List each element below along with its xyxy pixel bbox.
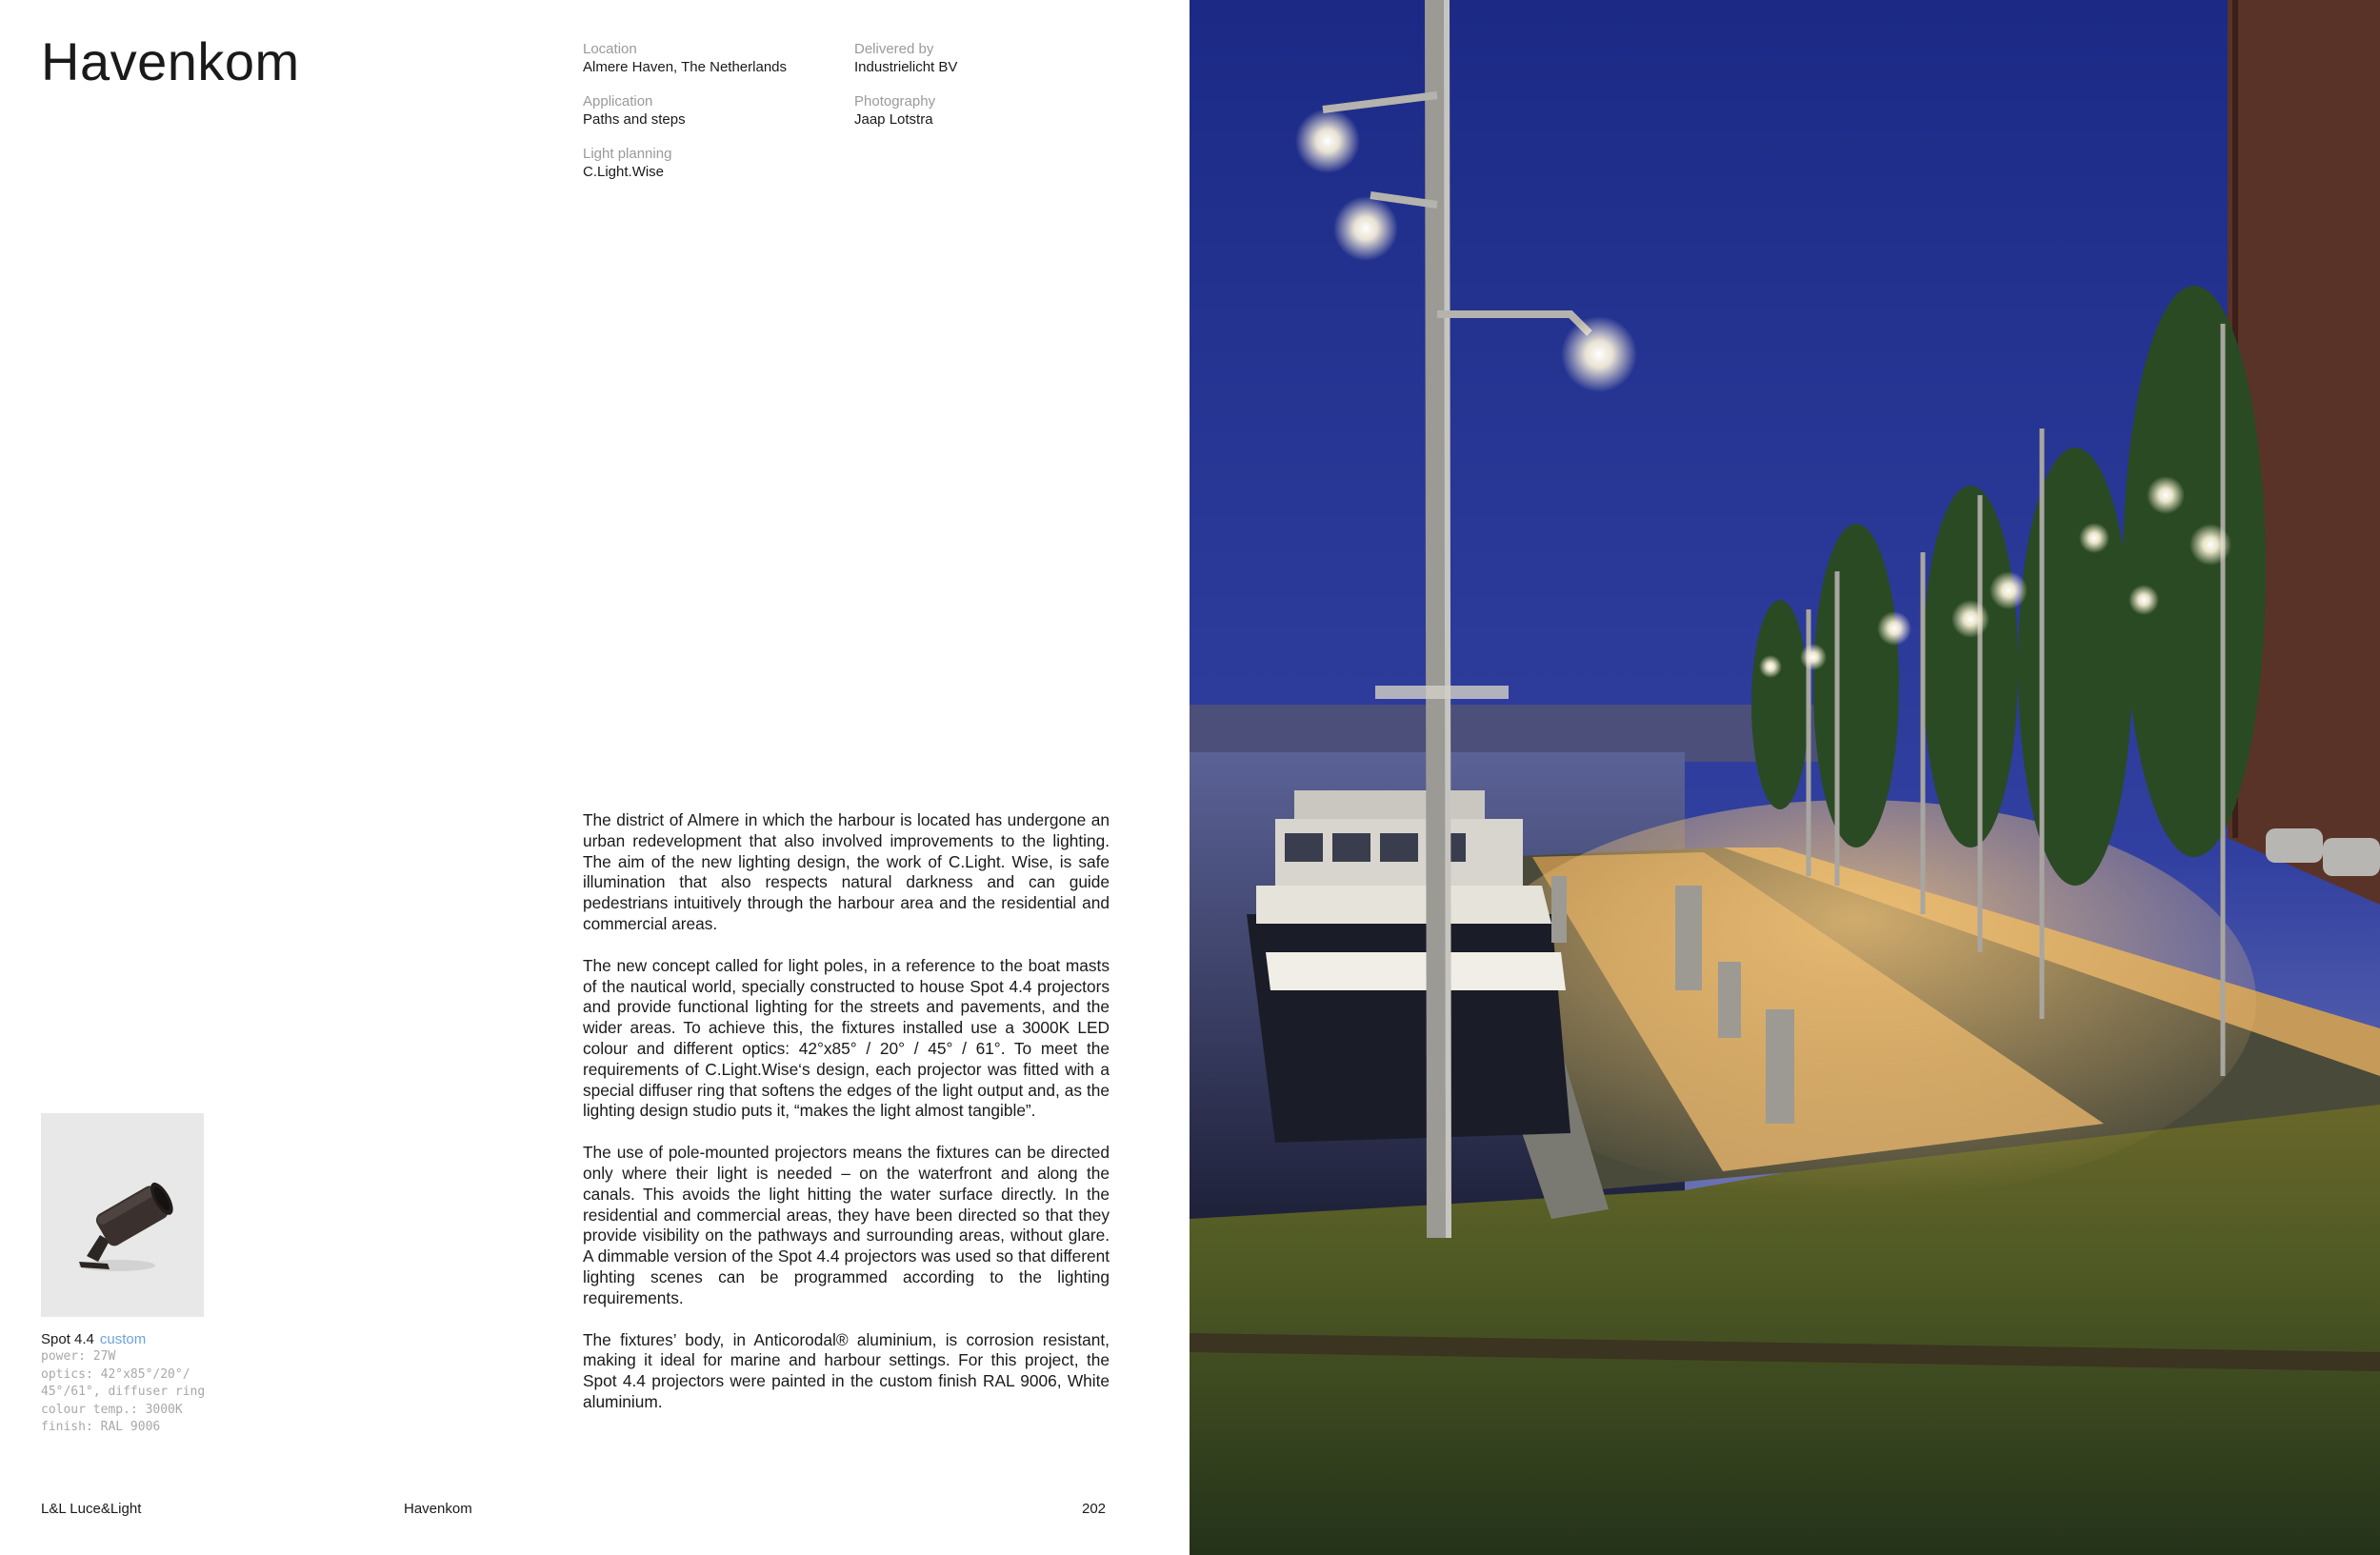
spotlight-icon bbox=[41, 1113, 204, 1317]
article-paragraph: The new concept called for light poles, in a reference to the boat masts of the nautical world, specially constructed to house Spot 4.4 projectors and provide functional lighting for the streets and pavements, and the wider areas. To achieve this, the fixtures installed use a 3000K LED colour and different optics: 42°x85° / 20° / 45° / 61°. To meet the requirements of C.Light.Wise‘s design, each projector was fitted with a special diffuser ring that softens the edges of the light output and, as the lighting design studio puts it, “makes the light almost tangible”. bbox=[583, 955, 1110, 1121]
meta-value: Almere Haven, The Netherlands bbox=[583, 59, 787, 75]
meta-value: C.Light.Wise bbox=[583, 164, 665, 180]
page-title: Havenkom bbox=[41, 31, 300, 91]
meta-location bbox=[583, 40, 850, 76]
meta-value: Paths and steps bbox=[583, 111, 686, 128]
meta-light-planning bbox=[583, 145, 850, 181]
meta-label: Photography bbox=[854, 93, 936, 110]
meta-value: Jaap Lotstra bbox=[854, 111, 933, 128]
footer-section: Havenkom bbox=[404, 1501, 472, 1517]
product-tag: custom bbox=[99, 1331, 147, 1347]
spec-line: finish: RAL 9006 bbox=[41, 1420, 161, 1434]
meta-photography bbox=[854, 92, 1121, 129]
spec-line: power: 27W bbox=[41, 1349, 116, 1364]
product-name-row bbox=[41, 1330, 146, 1348]
spec-line: 45°/61°, diffuser ring bbox=[41, 1385, 206, 1399]
meta-label: Application bbox=[583, 93, 653, 110]
meta-value: Industrielicht BV bbox=[854, 59, 958, 75]
project-meta-column-2 bbox=[854, 40, 1121, 145]
product-name: Spot 4.4 bbox=[41, 1331, 94, 1347]
meta-label: Location bbox=[583, 41, 637, 57]
project-meta-column-1 bbox=[583, 40, 850, 197]
meta-label: Light planning bbox=[583, 146, 672, 162]
project-photo bbox=[1190, 0, 2380, 1555]
article-paragraph: The district of Almere in which the harbour is located has undergone an urban redevelopment that also involved improvements to the lighting. The aim of the new lighting design, the work of C.Light. Wise, is safe illumination that also respects natural darkness and can guide pedestrians intuitively through the harbour area and the residential and commercial areas. bbox=[583, 810, 1110, 933]
article-paragraph: The fixtures’ body, in Anticorodal® aluminium, is corrosion resistant, making it ideal for marine and harbour settings. For this project, the Spot 4.4 projectors were painted in the custom finish RAL 9006, White aluminium. bbox=[583, 1329, 1110, 1411]
product-specs bbox=[41, 1348, 231, 1437]
product-image bbox=[41, 1113, 204, 1317]
boat bbox=[1247, 790, 1570, 1143]
footer-brand: L&L Luce&Light bbox=[41, 1501, 142, 1517]
meta-application bbox=[583, 92, 850, 129]
article-paragraph: The use of pole-mounted projectors means the fixtures can be directed only where their light is needed – on the waterfront and along the canals. This avoids the light hitting the water surface directly. In the residential and commercial areas, they have been directed so that they provide visibility on the pathways and surrounding areas, without glare. A dimmable version of the Spot 4.4 projectors was used so that different lighting scenes can be programmed according to the lighting requirements. bbox=[583, 1143, 1110, 1307]
meta-label: Delivered by bbox=[854, 41, 934, 57]
footer-page-number: 202 bbox=[1082, 1501, 1107, 1517]
spec-line: colour temp.: 3000K bbox=[41, 1402, 183, 1417]
article-body bbox=[583, 810, 1110, 1434]
spec-line: optics: 42°x85°/20°/ bbox=[41, 1366, 190, 1382]
meta-delivered-by bbox=[854, 40, 1121, 76]
